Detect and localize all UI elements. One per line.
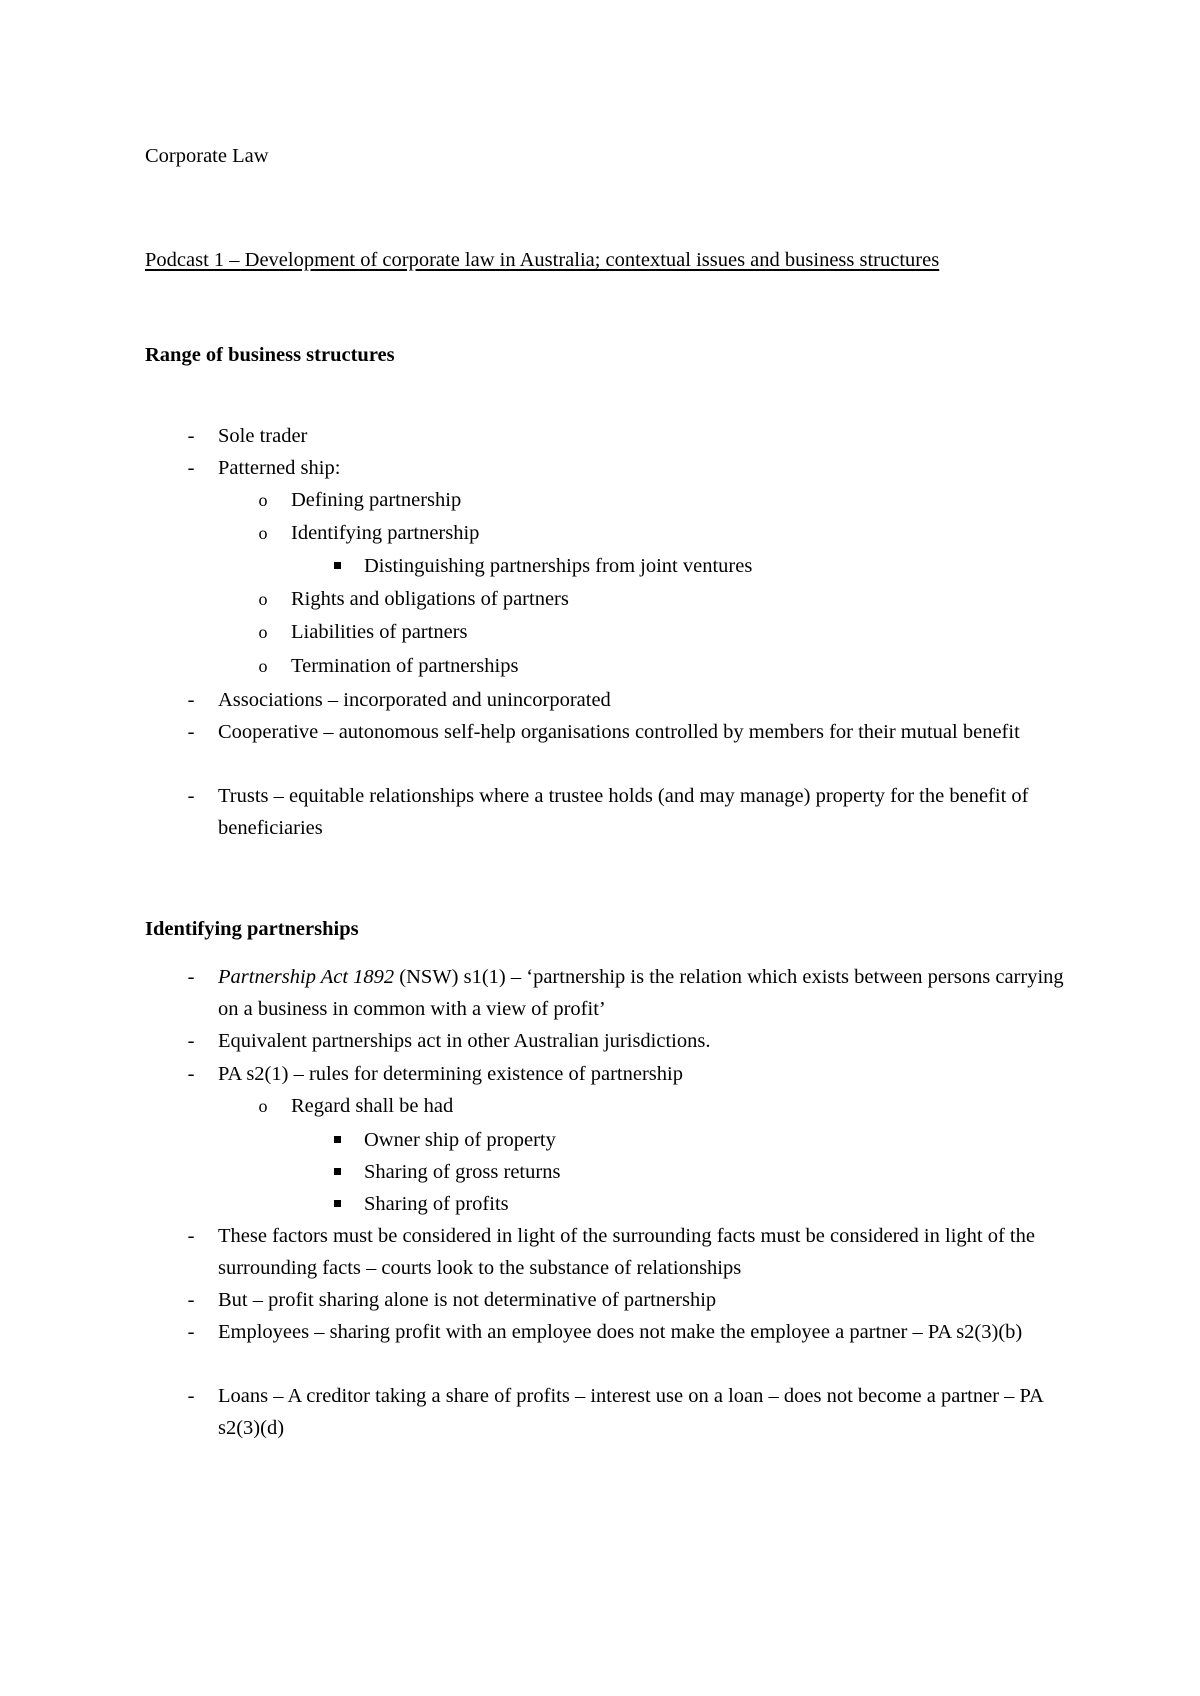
circle-bullet-icon: o [258,490,268,510]
dash-bullet-icon: - [187,425,195,447]
list-item: Distinguishing partnerships from joint ventures [364,550,1074,582]
list-item: o Defining partnership [291,484,1071,516]
dash-bullet-icon: - [187,1225,195,1247]
list-item: - Trusts – equitable relationships where a trustee holds (and may manage) property for the benefit of beneficiaries [218,780,1068,844]
circle-bullet-icon: o [258,622,268,642]
dash-bullet-icon: - [187,1321,195,1343]
list-item: - Sole trader [218,420,1068,452]
list-item: Owner ship of property [364,1124,1074,1156]
dash-bullet-icon: - [187,689,195,711]
list-item: o Liabilities of partners [291,616,1071,648]
dash-bullet-icon: - [187,1063,195,1085]
square-bullet-icon [334,1136,341,1143]
list-item: - Employees – sharing profit with an employee does not make the employee a partner – PA s2(3)(b) [218,1316,1068,1348]
list-item: - These factors must be considered in light of the surrounding facts must be considered in light of the surrounding facts – courts look to the substance of relationships [218,1220,1068,1284]
list-item: o Termination of partnerships [291,650,1071,682]
circle-bullet-icon: o [258,523,268,543]
dash-bullet-icon: - [187,721,195,743]
dash-bullet-icon: - [187,966,195,988]
square-bullet-icon [334,562,341,569]
circle-bullet-icon: o [258,656,268,676]
list-item: o Regard shall be had [291,1090,1071,1122]
dash-bullet-icon: - [187,1030,195,1052]
list-item: - But – profit sharing alone is not determinative of partnership [218,1284,1068,1316]
list-item: - PA s2(1) – rules for determining existence of partnership [218,1058,1068,1090]
section-heading-identifying-partnerships: Identifying partnerships [145,918,359,940]
list-item: - Loans – A creditor taking a share of profits – interest use on a loan – does not become a partner – PA s2(3)(d) [218,1380,1068,1444]
statute-name: Partnership Act 1892 [218,966,395,988]
dash-bullet-icon: - [187,1289,195,1311]
list-item: Sharing of gross returns [364,1156,1074,1188]
section-heading-business-structures: Range of business structures [145,344,395,366]
dash-bullet-icon: - [187,785,195,807]
dash-bullet-icon: - [187,1385,195,1407]
dash-bullet-icon: - [187,457,195,479]
square-bullet-icon [334,1200,341,1207]
list-item: o Identifying partnership [291,517,1071,549]
list-item: o Rights and obligations of partners [291,583,1071,615]
list-item: - Patterned ship: [218,452,1068,484]
circle-bullet-icon: o [258,589,268,609]
list-item: - Associations – incorporated and unincorporated [218,684,1068,716]
list-item: - Cooperative – autonomous self-help organisations controlled by members for their mutual benefit [218,716,1068,748]
list-item: Sharing of profits [364,1188,1074,1220]
circle-bullet-icon: o [258,1096,268,1116]
list-item: - Equivalent partnerships act in other Australian jurisdictions. [218,1025,1068,1057]
podcast-heading: Podcast 1 – Development of corporate law in Australia; contextual issues and business structures [145,249,940,271]
square-bullet-icon [334,1168,341,1175]
document-title: Corporate Law [145,145,269,167]
list-item: - Partnership Act 1892 (NSW) s1(1) – ‘partnership is the relation which exists between persons carrying on a business in common with a view of profit’ [218,961,1068,1025]
